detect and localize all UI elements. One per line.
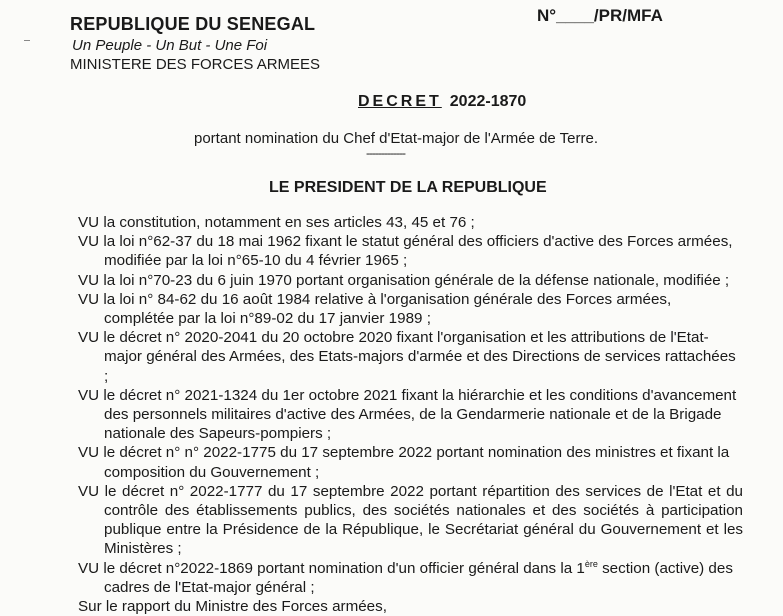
- decree-number: 2022-1870: [449, 93, 527, 110]
- separator-line: -------------: [366, 146, 405, 160]
- ordinal-superscript: ère: [584, 558, 598, 569]
- decree-subject: portant nomination du Chef d'Etat-major de l'Armée de Terre.: [194, 130, 598, 147]
- country-name: REPUBLIQUE DU SENEGAL: [70, 14, 316, 34]
- considerant-item: VU la constitution, notamment en ses articles 43, 45 et 76 ;: [78, 214, 475, 231]
- considerants-list: [78, 213, 743, 616]
- considerant-item: VU la loi n° 84-62 du 16 août 1984 relative à l'organisation générale des Forces armées, complétée par la loi n°89-02 du 17 janvier 1989 ;: [78, 290, 672, 328]
- report-line: Sur le rapport du Ministre des Forces armées,: [78, 598, 387, 616]
- decree-heading: [358, 93, 526, 111]
- considerant-item: VU le décret n° 2022-1777 du 17 septembre 2022 portant répartition des services de l'Etat et du contrôle des établissements publics, des sociétés nationales et des sociétés à participation publique entre la Présidence de la République, le Secrétariat général du Gouvernement et les Ministères ;: [78, 482, 743, 558]
- considerant-item: VU le décret n° 2020-2041 du 20 octobre 2020 fixant l'organisation et les attributions de l'Etat-major général des Armées, des Etats-majors d'armée et des Directions de services rattachées ;: [78, 329, 736, 385]
- considerant-text: VU le décret n°2022-1869 portant nomination d'un officier général dans la 1: [78, 559, 585, 577]
- considerant-text-end: section (active) des cadres de l'Etat-major général ;: [104, 559, 733, 596]
- considerant-item: VU le décret n° 2021-1324 du 1er octobre 2021 fixant la hiérarchie et les conditions d'avancement des personnels militaires d'active des Armées, de la Gendarmerie nationale et de la Brigade nationale des Sapeurs-pompiers ;: [78, 386, 737, 443]
- considerant-item-last: [78, 559, 743, 597]
- reference-number: N°____/PR/MFA: [537, 6, 663, 25]
- considerant-item: VU la loi n°70-23 du 6 juin 1970 portant organisation générale de la défense nationale, modifiée ;: [78, 271, 730, 289]
- considerant-item: VU la loi n°62-37 du 18 mai 1962 fixant le statut général des officiers d'active des Forces armées, modifiée par la loi n°65-10 du 4 février 1965 ;: [78, 233, 733, 270]
- national-motto: Un Peuple - Un But - Une Foi: [72, 37, 268, 54]
- ministry-name: MINISTERE DES FORCES ARMEES: [70, 56, 321, 73]
- scan-speck: [24, 40, 30, 41]
- considerant-item: VU le décret n° n° 2022-1775 du 17 septembre 2022 portant nomination des ministres et fixant la composition du Gouvernement ;: [78, 444, 730, 481]
- decree-label: DECRET: [358, 93, 442, 110]
- authority-heading: LE PRESIDENT DE LA REPUBLIQUE: [269, 179, 547, 196]
